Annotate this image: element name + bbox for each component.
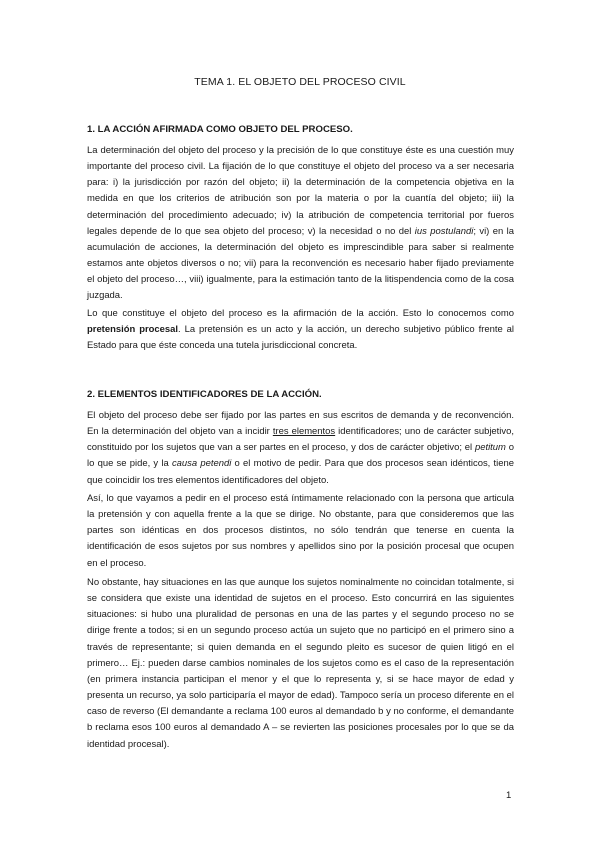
section-1-paragraph-2 (87, 306, 514, 354)
text-run: ; vi) en la acumulación de acciones, la determinación del objeto es imprescindible para saber si realmente estamos ante objetos diversos o no; vii) para la reconvención es necesario haber fijado previamente el objeto del proceso…, viii) igualmente, para la estimación tanto de la litispendencia como de la cosa juzgada. (87, 225, 514, 302)
text-run: o lo que se pide, y la (87, 442, 514, 470)
bold-term: pretensión procesal (87, 324, 179, 336)
underlined-term: tres elementos (272, 426, 336, 438)
italic-term: ius postulandi (414, 225, 474, 237)
text-run: Lo que constituye el objeto del proceso es la afirmación de la acción. Esto lo conocemos como (87, 308, 514, 319)
italic-term: causa petendi (171, 458, 232, 470)
section-2-paragraph-2: Así, lo que vayamos a pedir en el proceso está íntimamente relacionado con la persona que articula la pretensión y con aquella frente a la que se dirige. No obstante, para que consideremos que las partes son idénticas en dos procesos distintos, no sólo tendrán que tenerse en cuenta la identificación de esos sujetos por sus nombres y apellidos sino por la posición procesal que ocupen en el proceso. (87, 493, 514, 569)
section-1-heading: 1. LA ACCIÓN AFIRMADA COMO OBJETO DEL PROCESO. (87, 124, 353, 135)
italic-term: petitum (474, 442, 506, 454)
text-run: . La pretensión es un acto y la acción, un derecho subjetivo público frente al Estado para que éste conceda una tutela jurisdiccional concreta. (87, 324, 514, 352)
text-run: La determinación del objeto del proceso y la precisión de lo que constituye éste es una cuestión muy importante del proceso civil. La fijación de lo que constituye el objeto del proceso va a ser necesaria para: i) la jurisdicción por razón del objeto; ii) la determinación de la competencia objetiva en la medida en que los criterios de atribución son por la materia o por la cuantía del objeto; iii) la determinación del procedimiento adecuado; iv) la atribución de competencia territorial por fueros legales depende de lo que sea objeto del proceso; v) la necesidad o no del (87, 145, 514, 237)
document-title: TEMA 1. EL OBJETO DEL PROCESO CIVIL (194, 76, 406, 88)
page-number: 1 (506, 790, 512, 801)
section-1-paragraph-1 (87, 143, 514, 305)
text-run: El objeto del proceso debe ser fijado por las partes en sus escritos de demanda y de reconvención. En la determinación del objeto van a incidir (87, 410, 514, 438)
section-2-heading: 2. ELEMENTOS IDENTIFICADORES DE LA ACCIÓN. (87, 389, 322, 400)
section-2-paragraph-3: No obstante, hay situaciones en las que aunque los sujetos nominalmente no coincidan totalmente, si se considera que existe una identidad de sujetos en el proceso. Esto concurrirá en las siguientes situaciones: si hubo una pluralidad de personas en una de las partes y el segundo proceso no se dirige frente a todos; si en un segundo proceso actúa un sujeto que no participó en el primero sino a través de representante; si quien demanda en el segundo pleito es sucesor de quien litigó en el primero… Ej.: pueden darse cambios nominales de los sujetos como es el caso de la representación (en primera instancia participan el menor y el que lo representa y, si se hace mayor de edad y presenta un recurso, ya solo participaría el mayor de edad). Tampoco sería un proceso diferente en el caso de reverso (El demandante a reclama 100 euros al demandado b y no conforme, el demandante b reclama esos 100 euros al demandado A – se revierten las posiciones procesales por lo que se da identidad procesal). (87, 577, 514, 750)
section-2-paragraph-1 (87, 408, 514, 489)
text-run: o el motivo de pedir. Para que dos procesos sean idénticos, tiene que coincidir los tres elementos identificadores del objeto. (87, 458, 514, 486)
text-run: identificadores; uno de carácter subjetivo, constituido por los sujetos que van a ser partes en el proceso, y dos de carácter objetivo; el (87, 426, 514, 454)
